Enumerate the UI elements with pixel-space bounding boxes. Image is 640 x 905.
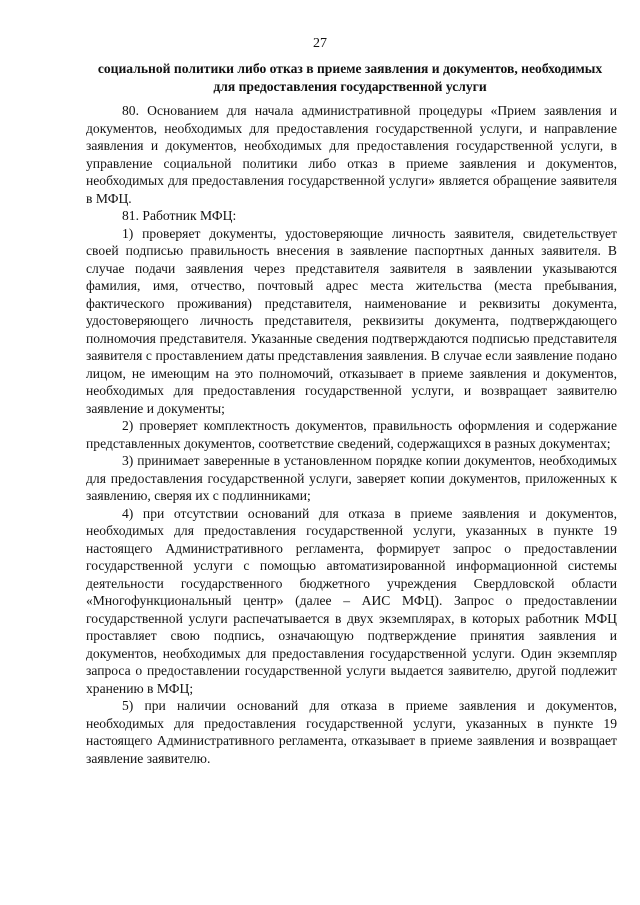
list-item-4: 4) при отсутствии оснований для отказа в приеме заявления и документов, необходимых для предоставления государственной услуги, указанных в пункте 19 настоящего Административного регламента, формирует запрос о предоставлении государственной услуги с помощью автоматизированной информационной системы деятельности государственного бюджетного учреждения Свердловской области «Многофункциональный центр» (далее – АИС МФЦ). Запрос о предоставлении государственной услуги распечатывается в двух экземплярах, в которых работник МФЦ проставляет свою подпись, означающую подтверждение принятия заявления и документов, необходимых для предоставления государственной услуги. Один экземпляр запроса о предоставлении государственной услуги выдается заявителю, другой подлежит хранению в МФЦ;	[86, 505, 617, 696]
paragraph-81: 81. Работник МФЦ:	[122, 208, 237, 223]
list-item-2: 2) проверяет комплектность документов, правильность оформления и содержание представленных документов, соответствие сведений, содержащихся в разных документах;	[86, 418, 617, 451]
document-body	[86, 102, 617, 767]
page-number: 27	[313, 36, 327, 51]
section-heading: социальной политики либо отказ в приеме заявления и документов, необходимых для предоставления государственной услуги	[97, 61, 603, 94]
list-item-3: 3) принимает заверенные в установленном порядке копии документов, необходимых для предоставления государственной услуги, заверяет копии документов, приложенных к заявлению, сверяя их с подлинниками;	[86, 453, 617, 503]
list-item-1: 1) проверяет документы, удостоверяющие личность заявителя, свидетельствует своей подписью правильность внесения в заявление паспортных данных заявителя. В случае подачи заявления через представителя заявителя в заявлении указываются фамилия, имя, отчество, почтовый адрес места жительства (места пребывания, фактического проживания) представителя, наименование и реквизиты документа, удостоверяющего личность представителя, реквизиты документа, подтверждающего полномочия представителя. Указанные сведения подтверждаются подписью представителя заявителя с проставлением даты представления заявления. В случае если заявление подано лицом, не имеющим на это полномочий, отказывает в приеме заявления и документов, необходимых для предоставления государственной услуги, и возвращает заявителю заявление и документы;	[86, 225, 617, 416]
list-item-5: 5) при наличии оснований для отказа в приеме заявления и документов, необходимых для предоставления государственной услуги, указанных в пункте 19 настоящего Административного регламента, отказывает в приеме заявления и возвращает заявление заявителю.	[86, 698, 617, 766]
paragraph-80: 80. Основанием для начала административной процедуры «Прием заявления и документов, необходимых для предоставления государственной услуги, и направление заявления и документов, необходимых для предоставления государственной услуги, в управление социальной политики либо отказ в приеме заявления и документов, необходимых для предоставления государственной услуги» является обращение заявителя в МФЦ.	[86, 103, 617, 206]
